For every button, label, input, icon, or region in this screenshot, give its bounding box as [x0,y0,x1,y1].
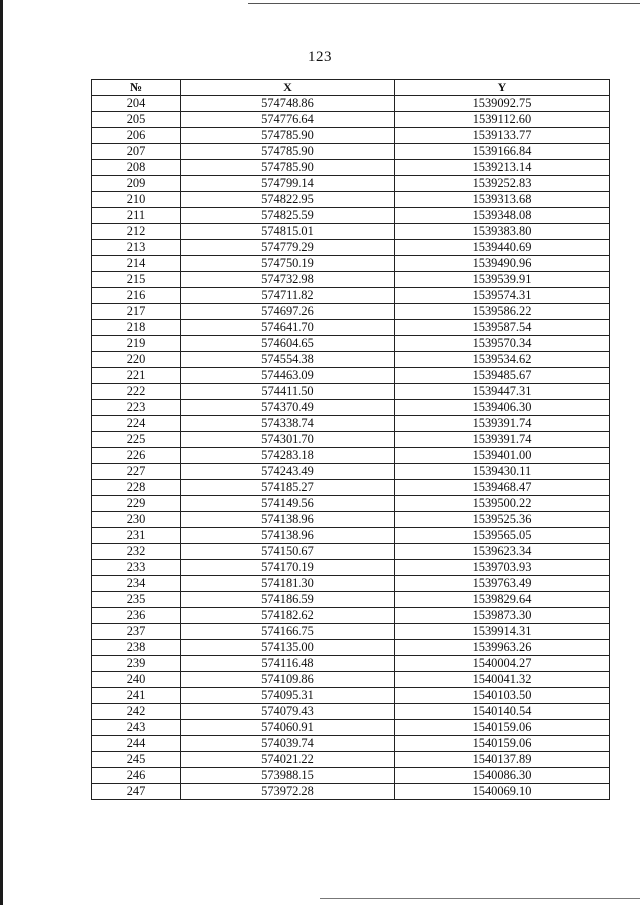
cell-y: 1540159.06 [395,736,610,752]
cell-number: 240 [92,672,181,688]
cell-x: 574135.00 [181,640,395,656]
cell-x: 574301.70 [181,432,395,448]
table-row [92,784,610,800]
cell-y: 1540086.30 [395,768,610,784]
table-row [92,656,610,672]
cell-x: 574185.27 [181,480,395,496]
table-row [92,672,610,688]
cell-x: 574750.19 [181,256,395,272]
cell-x: 574138.96 [181,512,395,528]
cell-y: 1539383.80 [395,224,610,240]
table-row [92,320,610,336]
column-header-x: X [181,80,395,96]
cell-y: 1539914.31 [395,624,610,640]
cell-number: 232 [92,544,181,560]
cell-number: 238 [92,640,181,656]
cell-number: 210 [92,192,181,208]
cell-y: 1539391.74 [395,432,610,448]
cell-y: 1539485.67 [395,368,610,384]
cell-x: 574641.70 [181,320,395,336]
table-body [92,96,610,800]
cell-y: 1539570.34 [395,336,610,352]
cell-x: 574243.49 [181,464,395,480]
cell-y: 1539348.08 [395,208,610,224]
table-row [92,448,610,464]
table-row [92,528,610,544]
cell-number: 225 [92,432,181,448]
table-row [92,96,610,112]
table-row [92,432,610,448]
cell-x: 574370.49 [181,400,395,416]
cell-x: 574186.59 [181,592,395,608]
table-header-row [92,80,610,96]
cell-y: 1539534.62 [395,352,610,368]
cell-x: 574411.50 [181,384,395,400]
table-row [92,576,610,592]
cell-y: 1539623.34 [395,544,610,560]
cell-x: 574116.48 [181,656,395,672]
table-row [92,752,610,768]
cell-y: 1540103.50 [395,688,610,704]
table-row [92,128,610,144]
cell-x: 574799.14 [181,176,395,192]
table-row [92,592,610,608]
cell-number: 231 [92,528,181,544]
table-row [92,208,610,224]
cell-number: 207 [92,144,181,160]
cell-x: 574779.29 [181,240,395,256]
table-row [92,160,610,176]
cell-y: 1540069.10 [395,784,610,800]
table-row [92,288,610,304]
cell-x: 574182.62 [181,608,395,624]
cell-number: 219 [92,336,181,352]
cell-y: 1539565.05 [395,528,610,544]
cell-number: 233 [92,560,181,576]
cell-x: 574138.96 [181,528,395,544]
cell-x: 574748.86 [181,96,395,112]
cell-x: 574785.90 [181,128,395,144]
cell-number: 224 [92,416,181,432]
table-row [92,192,610,208]
cell-y: 1539829.64 [395,592,610,608]
cell-number: 220 [92,352,181,368]
cell-x: 573988.15 [181,768,395,784]
cell-number: 215 [92,272,181,288]
cell-number: 237 [92,624,181,640]
table-row [92,464,610,480]
cell-number: 239 [92,656,181,672]
cell-number: 206 [92,128,181,144]
cell-number: 235 [92,592,181,608]
cell-x: 574079.43 [181,704,395,720]
table-row [92,736,610,752]
cell-y: 1539873.30 [395,608,610,624]
cell-number: 245 [92,752,181,768]
table-row [92,112,610,128]
cell-x: 574463.09 [181,368,395,384]
table-row [92,720,610,736]
cell-number: 230 [92,512,181,528]
cell-y: 1539213.14 [395,160,610,176]
cell-number: 236 [92,608,181,624]
cell-y: 1539133.77 [395,128,610,144]
cell-x: 574604.65 [181,336,395,352]
cell-y: 1539092.75 [395,96,610,112]
column-header-number: № [92,80,181,96]
top-rule [248,3,640,4]
cell-number: 244 [92,736,181,752]
cell-x: 574825.59 [181,208,395,224]
cell-x: 574711.82 [181,288,395,304]
cell-number: 247 [92,784,181,800]
cell-y: 1539703.93 [395,560,610,576]
cell-number: 205 [92,112,181,128]
table-row [92,640,610,656]
table-row [92,304,610,320]
cell-y: 1539539.91 [395,272,610,288]
table-row [92,560,610,576]
cell-x: 574822.95 [181,192,395,208]
cell-number: 246 [92,768,181,784]
cell-x: 574095.31 [181,688,395,704]
table-row [92,272,610,288]
cell-y: 1539763.49 [395,576,610,592]
cell-y: 1539166.84 [395,144,610,160]
table-row [92,256,610,272]
cell-y: 1539586.22 [395,304,610,320]
cell-x: 574170.19 [181,560,395,576]
cell-x: 574732.98 [181,272,395,288]
cell-number: 211 [92,208,181,224]
cell-y: 1540137.89 [395,752,610,768]
table-row [92,624,610,640]
cell-number: 217 [92,304,181,320]
cell-number: 213 [92,240,181,256]
cell-x: 573972.28 [181,784,395,800]
cell-y: 1539440.69 [395,240,610,256]
cell-x: 574815.01 [181,224,395,240]
cell-number: 228 [92,480,181,496]
cell-y: 1539490.96 [395,256,610,272]
cell-number: 227 [92,464,181,480]
cell-y: 1539391.74 [395,416,610,432]
cell-number: 234 [92,576,181,592]
table-row [92,416,610,432]
cell-y: 1539525.36 [395,512,610,528]
table-row [92,480,610,496]
table-row [92,144,610,160]
cell-y: 1539401.00 [395,448,610,464]
cell-y: 1540140.54 [395,704,610,720]
cell-y: 1539587.54 [395,320,610,336]
cell-x: 574697.26 [181,304,395,320]
cell-x: 574166.75 [181,624,395,640]
table-row [92,176,610,192]
cell-y: 1539468.47 [395,480,610,496]
table-row [92,368,610,384]
cell-y: 1539406.30 [395,400,610,416]
cell-number: 242 [92,704,181,720]
cell-number: 221 [92,368,181,384]
table-row [92,688,610,704]
cell-number: 229 [92,496,181,512]
scan-left-edge [0,0,3,905]
table-row [92,704,610,720]
table-row [92,544,610,560]
cell-x: 574181.30 [181,576,395,592]
cell-x: 574150.67 [181,544,395,560]
cell-x: 574109.86 [181,672,395,688]
table-row [92,608,610,624]
table-row [92,352,610,368]
column-header-y: Y [395,80,610,96]
cell-x: 574060.91 [181,720,395,736]
cell-number: 226 [92,448,181,464]
cell-number: 214 [92,256,181,272]
cell-y: 1539112.60 [395,112,610,128]
cell-y: 1540041.32 [395,672,610,688]
cell-number: 208 [92,160,181,176]
cell-number: 222 [92,384,181,400]
cell-number: 216 [92,288,181,304]
table-row [92,384,610,400]
cell-y: 1539252.83 [395,176,610,192]
coordinates-table [91,79,610,800]
cell-x: 574785.90 [181,144,395,160]
cell-number: 223 [92,400,181,416]
table-row [92,336,610,352]
cell-y: 1539500.22 [395,496,610,512]
cell-x: 574021.22 [181,752,395,768]
table-row [92,496,610,512]
cell-number: 212 [92,224,181,240]
table-row [92,240,610,256]
cell-x: 574283.18 [181,448,395,464]
cell-x: 574039.74 [181,736,395,752]
bottom-rule [320,898,640,899]
table-row [92,512,610,528]
cell-y: 1539963.26 [395,640,610,656]
cell-number: 218 [92,320,181,336]
cell-y: 1539574.31 [395,288,610,304]
table-row [92,224,610,240]
cell-x: 574554.38 [181,352,395,368]
cell-number: 241 [92,688,181,704]
cell-x: 574785.90 [181,160,395,176]
cell-y: 1539313.68 [395,192,610,208]
cell-y: 1539430.11 [395,464,610,480]
cell-number: 204 [92,96,181,112]
table-row [92,400,610,416]
cell-y: 1540159.06 [395,720,610,736]
cell-number: 243 [92,720,181,736]
table-row [92,768,610,784]
cell-y: 1540004.27 [395,656,610,672]
cell-x: 574776.64 [181,112,395,128]
cell-number: 209 [92,176,181,192]
cell-y: 1539447.31 [395,384,610,400]
page-number: 123 [308,49,332,65]
cell-x: 574149.56 [181,496,395,512]
cell-x: 574338.74 [181,416,395,432]
